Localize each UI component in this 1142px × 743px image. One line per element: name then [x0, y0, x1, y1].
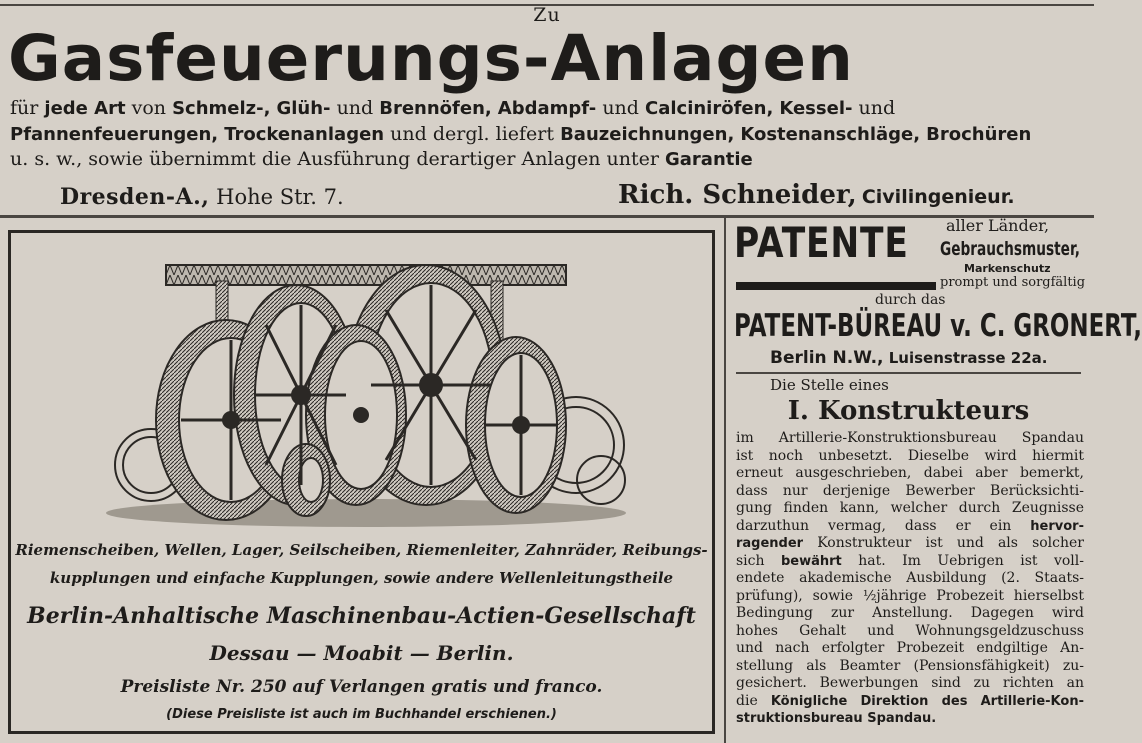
gas-ad-line-1-segment: Glüh- — [276, 98, 331, 119]
job-ad-line-segment: hat. Im Uebrigen ist voll- — [841, 552, 1084, 569]
machine-ad-items-line-1: Riemenscheiben, Wellen, Lager, Seilscheiben, Riemenleiter, Zahnräder, Reibungs- — [15, 541, 708, 559]
job-ad-line — [736, 675, 1084, 693]
patent-ad-durch: durch das — [875, 292, 946, 308]
gas-ad-line-3-segment: u. s. w., sowie übernimmt die Ausführung derartiger Anlagen unter — [10, 148, 665, 170]
job-ad-line — [736, 483, 1084, 501]
job-ad-line-segment: bewährt — [780, 553, 842, 569]
job-ad-line-segment: stellung als Beamter (Pensionsfähigkeit) zu- — [736, 657, 1084, 674]
section-rule — [0, 215, 1094, 218]
job-ad-line — [736, 570, 1084, 588]
patent-ad-street: Luisenstrasse 22a. — [883, 349, 1048, 367]
gas-ad-line-1-segment: von — [125, 97, 173, 119]
job-ad-line-segment: hohes Gehalt und Wohnungsgeldzuschuss — [736, 622, 1084, 639]
gas-ad-line-1-segment: und — [596, 97, 645, 119]
job-ad-line-segment: die — [736, 692, 771, 709]
machine-ad-cities: Dessau — Moabit — Berlin. — [209, 641, 514, 665]
patent-ad-right-4: prompt und sorgfältig — [940, 275, 1086, 290]
job-ad-line-segment: hervor- — [1030, 518, 1084, 534]
gas-ad-line-3-segment: Garantie — [665, 149, 753, 170]
job-ad-line-segment: struktionsbureau Spandau. — [736, 711, 937, 726]
gas-ad-city: Dresden-A., — [60, 184, 210, 210]
gas-ad-line-2-segment: und dergl. liefert — [384, 123, 561, 145]
machine-ad-box — [8, 230, 715, 734]
job-ad-line — [736, 518, 1084, 536]
right-column-rule — [736, 372, 1081, 374]
gas-ad-line-1-segment: Abdampf- — [497, 98, 597, 119]
job-ad-line — [736, 658, 1084, 676]
gas-ad-line-2 — [10, 122, 1085, 147]
machine-ad-items-line-2: kupplungen und einfache Kupplungen, sowie andere Wellenleitungstheile — [49, 569, 674, 587]
machine-ad-pricelist: Preisliste Nr. 250 auf Verlangen gratis und franco. — [120, 677, 603, 697]
patent-ad-right-2: Gebrauchsmuster, — [940, 238, 1080, 260]
gas-ad-address — [60, 184, 344, 210]
job-ad-line-segment: erneut ausgeschrieben, dabei aber bemerkt, — [736, 465, 1084, 481]
patent-ad-right-3: Markenschutz — [964, 262, 1051, 275]
job-ad-line-segment: Königliche Direktion des Artillerie-Kon- — [770, 693, 1084, 709]
job-ad-line-segment: ist noch unbesetzt. Dieselbe wird hiermit — [736, 447, 1084, 464]
gas-ad-line-1-segment: Calciniröfen, — [645, 98, 774, 119]
patent-ad-right-1: aller Länder, — [946, 216, 1050, 235]
job-ad-line — [736, 500, 1084, 518]
job-ad-line — [736, 588, 1084, 606]
patent-ad-bureau: PATENT-BÜREAU v. C. GRONERT, — [734, 308, 1142, 344]
gas-ad-line-1-segment: Kessel- — [779, 98, 853, 119]
job-ad-intro: Die Stelle eines — [770, 376, 889, 394]
job-ad-line — [736, 693, 1084, 711]
gas-ad-line-3 — [10, 147, 1085, 172]
job-ad-line — [736, 553, 1084, 571]
job-ad-line-segment: dass nur derjenige Bewerber Berücksichti- — [736, 482, 1084, 499]
machine-ad-company: Berlin-Anhaltische Maschinenbau-Actien-Gesellschaft — [27, 603, 696, 629]
job-ad-line-segment: Konstrukteur ist und als solcher — [803, 535, 1084, 551]
gas-ad-signer-title: Civilingenieur. — [861, 186, 1015, 208]
gas-ad-line-1-segment: und — [330, 97, 380, 119]
gas-ad-zu: Zu — [533, 4, 561, 26]
job-ad-line-segment: endete akademische Ausbildung (2. Staats- — [736, 570, 1084, 586]
gas-ad-line-2-segment: Trockenanlagen — [224, 124, 385, 145]
job-ad-line — [736, 640, 1084, 658]
machine-ad-pricelist-note: (Diese Preisliste ist auch im Buchhandel erschienen.) — [166, 707, 557, 722]
gas-ad-street: Hohe Str. 7. — [209, 185, 344, 209]
job-ad-line-segment: im Artillerie-Konstruktionsbureau Spandau — [736, 430, 1084, 446]
gas-ad-line-1-segment: und — [852, 97, 896, 119]
job-ad-line — [736, 430, 1084, 448]
job-ad-line — [736, 535, 1084, 553]
gas-ad-line-1-segment: Schmelz-, — [172, 98, 271, 119]
gas-ad-line-1 — [10, 96, 1085, 121]
gas-ad-line-1-segment: Brennöfen, — [379, 98, 492, 119]
pulleys-engraving-image — [106, 245, 626, 535]
patent-ad-word: PATENTE — [734, 218, 909, 267]
gas-ad-title: Gasfeuerungs-Anlagen — [8, 22, 854, 95]
job-ad-line — [736, 465, 1084, 483]
job-ad-line-segment: ragender — [736, 536, 804, 551]
gas-ad-signer-name: Rich. Schneider, — [618, 180, 857, 210]
job-ad-line — [736, 710, 1084, 728]
job-ad-line-segment: und nach erfolgter Probezeit endgiltige An- — [736, 640, 1084, 656]
job-ad-line-segment: darzuthun vermag, dass er ein — [736, 517, 1031, 534]
patent-ad-address — [770, 348, 1047, 368]
gas-ad-signature — [618, 180, 1015, 210]
gas-ad-line-2-segment: Pfannenfeuerungen, — [10, 124, 219, 145]
job-ad-line-segment: Bedingung zur Anstellung. Dagegen wird — [736, 605, 1084, 621]
gas-ad-line-1-segment: für — [10, 97, 45, 119]
column-rule — [724, 218, 726, 743]
gas-ad-line-1-segment: jede Art — [44, 98, 126, 119]
patent-ad-bar — [736, 282, 936, 290]
gas-ad-line-2-segment: Kostenanschläge, — [740, 124, 921, 145]
job-ad-line — [736, 448, 1084, 466]
gas-ad-line-2-segment: Bauzeichnungen, — [560, 124, 735, 145]
job-ad-line-segment: prüfung), sowie ½jährige Probezeit hierselbst — [736, 587, 1084, 604]
job-ad-line — [736, 623, 1084, 641]
job-ad-body — [736, 430, 1084, 728]
gas-ad-line-2-segment: Brochüren — [926, 124, 1032, 145]
job-ad-line-segment: gesichert. Bewerbungen sind zu richten an — [736, 675, 1084, 691]
job-ad-heading: I. Konstrukteurs — [787, 396, 1030, 426]
job-ad-line-segment: gung finden kann, welcher durch Zeugnisse — [736, 500, 1084, 516]
job-ad-line-segment: sich — [736, 552, 781, 569]
job-ad-line — [736, 605, 1084, 623]
patent-ad-city: Berlin N.W., — [770, 348, 884, 368]
